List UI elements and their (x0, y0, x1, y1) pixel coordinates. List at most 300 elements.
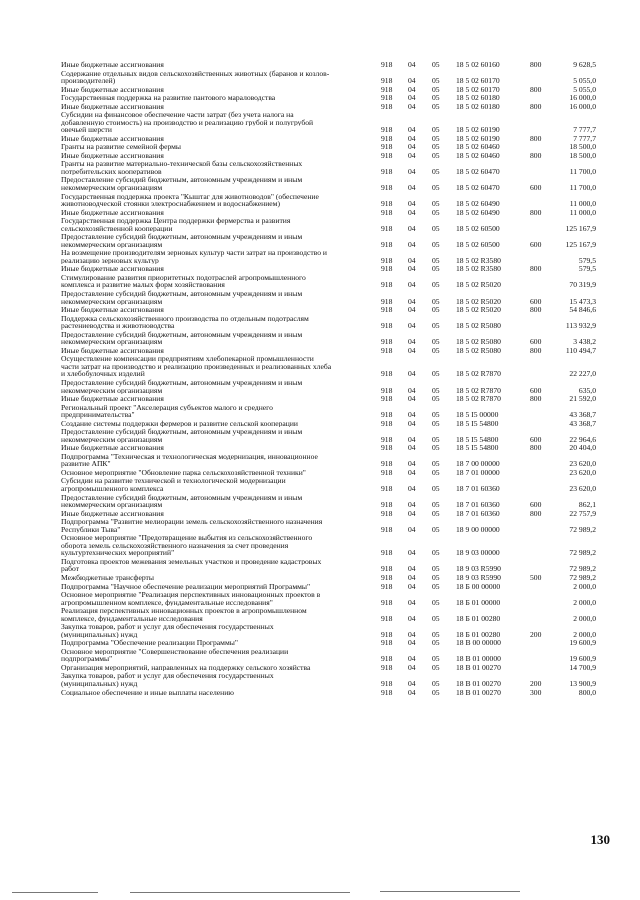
amount-cell: 43 368,7 (569, 410, 596, 420)
table-row (0, 518, 640, 533)
target-code-cell: 18 9 00 00000 (456, 524, 500, 534)
expense-type-cell: 600 (530, 296, 542, 306)
target-code-cell: 18 5 I5 00000 (456, 410, 499, 420)
row-description (61, 477, 373, 492)
expense-type-cell: 800 (530, 305, 542, 315)
amount-cell: 23 620,0 (569, 459, 596, 469)
row-description (61, 315, 373, 330)
target-code-cell: 18 Б 01 00280 (456, 629, 501, 639)
amount-cell: 5 055,0 (573, 84, 596, 94)
expense-type-cell: 600 (530, 239, 542, 249)
table-row (0, 444, 640, 452)
target-code-cell: 18 5 02 R5020 (456, 296, 501, 306)
row-description-line: предпринимательства" (61, 411, 135, 419)
section-cell: 04 (408, 613, 416, 623)
subsection-cell: 05 (432, 321, 440, 331)
amount-cell: 2 000,0 (573, 597, 596, 607)
subsection-cell: 05 (432, 84, 440, 94)
amount-cell: 72 989,2 (569, 524, 596, 534)
row-description-line: Иные бюджетные ассигнования (61, 306, 164, 314)
row-description (61, 469, 373, 477)
subsection-cell: 05 (432, 629, 440, 639)
grbs-cell: 918 (381, 142, 393, 152)
expense-type-cell: 800 (530, 150, 542, 160)
section-cell: 04 (408, 597, 416, 607)
subsection-cell: 05 (432, 573, 440, 582)
section-cell: 04 (408, 76, 416, 86)
row-description-line: Предоставление субсидий бюджетным, автономным учреждениям и иным (61, 428, 303, 436)
row-description (61, 160, 373, 175)
subsection-cell: 05 (432, 385, 440, 395)
row-description (61, 176, 373, 191)
expense-type-cell: 800 (530, 133, 542, 143)
amount-cell: 72 989,2 (569, 573, 596, 582)
grbs-cell: 918 (381, 597, 393, 607)
section-cell: 04 (408, 629, 416, 639)
row-description-line: сельскохозяйственной кооперации (61, 224, 173, 233)
table-row (0, 160, 640, 175)
grbs-cell: 918 (381, 394, 393, 404)
subsection-cell: 05 (432, 434, 440, 444)
target-code-cell: 18 Б 01 00280 (456, 613, 501, 623)
section-cell: 04 (408, 573, 416, 582)
subsection-cell: 05 (432, 483, 440, 493)
target-code-cell: 18 В 01 00270 (456, 662, 501, 672)
amount-cell: 54 846,6 (569, 305, 596, 315)
table-row (0, 672, 640, 687)
section-cell: 04 (408, 93, 416, 103)
target-code-cell: 18 9 03 R5990 (456, 573, 501, 582)
table-row (0, 94, 640, 102)
target-code-cell: 18 5 02 60460 (456, 150, 500, 160)
table-row (0, 306, 640, 314)
section-cell: 04 (408, 524, 416, 534)
subsection-cell: 05 (432, 654, 440, 664)
row-description (61, 111, 373, 134)
row-description-line: Иные бюджетные ассигнования (61, 151, 164, 160)
row-description-line: производителей) (61, 77, 116, 85)
subsection-cell: 05 (432, 500, 440, 510)
row-description-line: Социальное обеспечение и иные выплаты населению (61, 688, 234, 697)
table-row (0, 61, 640, 69)
amount-cell: 5 055,0 (573, 76, 596, 86)
amount-cell: 635,0 (578, 385, 596, 395)
row-description-line: Подпрограмма "Обеспечение реализации Программы" (61, 639, 238, 647)
expense-type-cell: 800 (530, 84, 542, 94)
amount-cell: 19 600,9 (569, 654, 596, 664)
subsection-cell: 05 (432, 638, 440, 648)
grbs-cell: 918 (381, 687, 393, 697)
table-row (0, 404, 640, 419)
target-code-cell: 18 5 I5 54800 (456, 443, 499, 453)
subsection-cell: 05 (432, 459, 440, 469)
table-row (0, 395, 640, 403)
row-description (61, 143, 373, 151)
target-code-cell: 18 В 00 00000 (456, 638, 501, 648)
amount-cell: 18 500,0 (569, 142, 596, 152)
row-description-line: Основное мероприятие "Предотвращение выбытия из сельскохозяйственного (61, 534, 313, 542)
subsection-cell: 05 (432, 581, 440, 591)
amount-cell: 72 989,2 (569, 548, 596, 558)
row-description (61, 494, 373, 509)
row-description (61, 274, 373, 289)
subsection-cell: 05 (432, 93, 440, 103)
grbs-cell: 918 (381, 60, 393, 69)
grbs-cell: 918 (381, 434, 393, 444)
amount-cell: 23 620,0 (569, 467, 596, 477)
target-code-cell: 18 5 02 R5080 (456, 321, 501, 331)
expense-type-cell: 800 (530, 345, 542, 355)
expense-type-cell: 800 (530, 264, 542, 274)
grbs-cell: 918 (381, 321, 393, 331)
row-description-line: развитие АПК" (61, 460, 111, 468)
row-description (61, 583, 373, 591)
row-description-line: (муниципальных) нужд (61, 679, 138, 688)
target-code-cell: 18 5 02 60180 (456, 101, 500, 111)
row-description-line: Закупка товаров, работ и услуг для обеспечения государственных (61, 623, 274, 631)
row-description-line: потребительских кооперативов (61, 167, 162, 176)
section-cell: 04 (408, 321, 416, 331)
row-description (61, 444, 373, 452)
amount-cell: 22 757,9 (569, 508, 596, 518)
row-description-line: части затрат на производство и реализацию произведенных и реализованных хлеба (61, 362, 332, 371)
grbs-cell: 918 (381, 125, 393, 135)
section-cell: 04 (408, 337, 416, 347)
target-code-cell: 18 5 02 60500 (456, 239, 500, 249)
grbs-cell: 918 (381, 296, 393, 306)
section-cell: 04 (408, 443, 416, 453)
row-description-line: оборота земель сельскохозяйственного назначения за счет проведения (61, 541, 289, 550)
row-description (61, 379, 373, 394)
amount-cell: 125 167,9 (565, 239, 596, 249)
section-cell: 04 (408, 239, 416, 249)
grbs-cell: 918 (381, 264, 393, 274)
row-description-line: Иные бюджетные ассигнования (61, 134, 164, 143)
expense-type-cell: 600 (530, 337, 542, 347)
row-description-line: некоммерческим организациям (61, 435, 163, 444)
amount-cell: 3 438,2 (573, 337, 596, 347)
row-description-line: Государственная поддержка Центра поддержки фермерства и развития (61, 217, 291, 225)
section-cell: 04 (408, 500, 416, 510)
row-description-line: Региональный проект "Акселерация субъектов малого и среднего (61, 403, 273, 412)
section-cell: 04 (408, 369, 416, 379)
target-code-cell: 18 5 02 R5080 (456, 337, 501, 347)
amount-cell: 2 000,0 (573, 613, 596, 623)
subsection-cell: 05 (432, 264, 440, 274)
grbs-cell: 918 (381, 84, 393, 94)
row-description (61, 103, 373, 111)
scan-artifact-line (130, 892, 350, 893)
grbs-cell: 918 (381, 239, 393, 249)
table-row (0, 290, 640, 305)
grbs-cell: 918 (381, 385, 393, 395)
row-description (61, 233, 373, 248)
table-row (0, 420, 640, 428)
row-description-line: Подпрограмма "Техническая и технологическая модернизация, инновационное (61, 452, 318, 461)
table-row (0, 607, 640, 622)
row-description (61, 209, 373, 217)
target-code-cell: 18 5 02 60190 (456, 133, 500, 143)
target-code-cell: 18 5 02 R7870 (456, 394, 501, 404)
target-code-cell: 18 5 02 60470 (456, 182, 500, 192)
subsection-cell: 05 (432, 369, 440, 379)
grbs-cell: 918 (381, 101, 393, 111)
section-cell: 04 (408, 581, 416, 591)
table-row (0, 355, 640, 378)
subsection-cell: 05 (432, 443, 440, 453)
row-description-line: Гранты на развитие семейной фермы (61, 143, 182, 151)
row-description-line: и хлебобулочных изделий (61, 370, 145, 379)
section-cell: 04 (408, 467, 416, 477)
expense-type-cell: 300 (530, 687, 542, 697)
row-description-line: добавленную стоимость) на производство и реализацию грубой и полугрубой (61, 118, 314, 127)
grbs-cell: 918 (381, 678, 393, 688)
row-description-line: некоммерческим организациям (61, 240, 163, 249)
row-description (61, 347, 373, 355)
subsection-cell: 05 (432, 150, 440, 160)
expense-type-cell: 200 (530, 629, 542, 639)
table-row (0, 494, 640, 509)
amount-cell: 72 989,2 (569, 564, 596, 574)
table-row (0, 428, 640, 443)
row-description-line: работ (61, 565, 80, 574)
expense-type-cell: 800 (530, 101, 542, 111)
row-description (61, 558, 373, 573)
amount-cell: 23 620,0 (569, 483, 596, 493)
table-row (0, 193, 640, 208)
row-description (61, 664, 373, 672)
amount-cell: 21 592,0 (569, 394, 596, 404)
target-code-cell: 18 5 02 R5020 (456, 280, 501, 290)
table-row (0, 347, 640, 355)
row-description-line: Республики Тыва" (61, 525, 121, 534)
subsection-cell: 05 (432, 418, 440, 428)
table-row (0, 143, 640, 151)
target-code-cell: 18 9 03 00000 (456, 548, 500, 558)
grbs-cell: 918 (381, 443, 393, 453)
target-code-cell: 18 5 I5 54800 (456, 434, 499, 444)
section-cell: 04 (408, 207, 416, 217)
subsection-cell: 05 (432, 467, 440, 477)
row-description-line: Иные бюджетные ассигнования (61, 208, 164, 217)
subsection-cell: 05 (432, 255, 440, 265)
subsection-cell: 05 (432, 508, 440, 518)
table-row (0, 453, 640, 468)
row-description-line: Стимулирование развития приоритетных подотраслей агропромышленного (61, 273, 306, 282)
section-cell: 04 (408, 662, 416, 672)
row-description-line: Осуществление компенсации предприятиям хлебопекарной промышленности (61, 355, 314, 363)
row-description-line: комплексе, фундаментальные исследования (61, 614, 203, 623)
row-description (61, 510, 373, 518)
section-cell: 04 (408, 459, 416, 469)
subsection-cell: 05 (432, 166, 440, 176)
section-cell: 04 (408, 508, 416, 518)
amount-cell: 7 777,7 (573, 125, 596, 135)
grbs-cell: 918 (381, 255, 393, 265)
row-description-line: Закупка товаров, работ и услуг для обеспечения государственных (61, 672, 274, 680)
target-code-cell: 18 5 02 R3580 (456, 255, 501, 265)
subsection-cell: 05 (432, 678, 440, 688)
row-description-line: На возмещение производителям зерновых культур части затрат на производство и (61, 249, 327, 257)
table-row (0, 591, 640, 606)
row-description-line: агропромышленном комплексе, фундаментальные исследования" (61, 598, 273, 607)
grbs-cell: 918 (381, 629, 393, 639)
scan-artifact-line (12, 892, 98, 893)
amount-cell: 2 000,0 (573, 581, 596, 591)
grbs-cell: 918 (381, 564, 393, 574)
expense-type-cell: 800 (530, 394, 542, 404)
target-code-cell: 18 5 02 60170 (456, 84, 500, 94)
target-code-cell: 18 5 02 R7870 (456, 369, 501, 379)
row-description (61, 70, 373, 85)
target-code-cell: 18 5 02 60160 (456, 60, 500, 69)
section-cell: 04 (408, 638, 416, 648)
subsection-cell: 05 (432, 305, 440, 315)
row-description (61, 534, 373, 557)
table-row (0, 86, 640, 94)
subsection-cell: 05 (432, 223, 440, 233)
grbs-cell: 918 (381, 133, 393, 143)
target-code-cell: 18 5 02 R3580 (456, 264, 501, 274)
target-code-cell: 18 В 01 00270 (456, 687, 501, 697)
section-cell: 04 (408, 296, 416, 306)
grbs-cell: 918 (381, 345, 393, 355)
target-code-cell: 18 7 00 00000 (456, 459, 500, 469)
row-description (61, 217, 373, 232)
grbs-cell: 918 (381, 76, 393, 86)
grbs-cell: 918 (381, 638, 393, 648)
table-row (0, 469, 640, 477)
section-cell: 04 (408, 418, 416, 428)
table-row (0, 623, 640, 638)
grbs-cell: 918 (381, 369, 393, 379)
table-row (0, 103, 640, 111)
row-description (61, 574, 373, 582)
row-description-line: Реализация перспективных инновационных проектов в агропромышленном (61, 607, 307, 615)
amount-cell: 19 600,9 (569, 638, 596, 648)
row-description-line: Иные бюджетные ассигнования (61, 265, 164, 273)
subsection-cell: 05 (432, 345, 440, 355)
row-description-line: Основное мероприятие "Обновление парка сельскохозяйственной техники" (61, 468, 306, 477)
row-description-line: Организация мероприятий, направленных на поддержку сельского хозяйства (61, 663, 311, 672)
amount-cell: 18 500,0 (569, 150, 596, 160)
grbs-cell: 918 (381, 581, 393, 591)
table-row (0, 233, 640, 248)
subsection-cell: 05 (432, 524, 440, 534)
grbs-cell: 918 (381, 150, 393, 160)
table-row (0, 639, 640, 647)
row-description-line: культуртехнических мероприятий" (61, 549, 175, 557)
section-cell: 04 (408, 564, 416, 574)
expense-type-cell: 500 (530, 573, 542, 582)
grbs-cell: 918 (381, 548, 393, 558)
target-code-cell: 18 5 02 R7870 (456, 385, 501, 395)
target-code-cell: 18 5 02 R5020 (456, 305, 501, 315)
row-description-line: (муниципальных) нужд (61, 630, 138, 639)
expense-type-cell: 800 (530, 443, 542, 453)
grbs-cell: 918 (381, 459, 393, 469)
grbs-cell: 918 (381, 410, 393, 420)
expense-type-cell: 600 (530, 182, 542, 192)
row-description (61, 428, 373, 443)
row-description-line: Предоставление субсидий бюджетным, автономным учреждениям и иным (61, 176, 303, 184)
row-description (61, 420, 373, 428)
row-description-line: Субсидии на финансовое обеспечение части затрат (без учета налога на (61, 111, 294, 119)
grbs-cell: 918 (381, 280, 393, 290)
section-cell: 04 (408, 264, 416, 274)
section-cell: 04 (408, 125, 416, 135)
section-cell: 04 (408, 434, 416, 444)
row-description (61, 404, 373, 419)
grbs-cell: 918 (381, 418, 393, 428)
row-description (61, 61, 373, 69)
section-cell: 04 (408, 133, 416, 143)
row-description-line: Государственная поддержка на развитие пантового мараловодства (61, 94, 276, 102)
row-description-line: некоммерческим организациям (61, 297, 163, 306)
row-description (61, 672, 373, 687)
target-code-cell: 18 5 02 60190 (456, 125, 500, 135)
table-row (0, 217, 640, 232)
grbs-cell: 918 (381, 223, 393, 233)
amount-cell: 125 167,9 (565, 223, 596, 233)
row-description-line: Гранты на развитие материально-технической базы сельскохозяйственных (61, 160, 303, 168)
amount-cell: 16 000,0 (569, 101, 596, 111)
section-cell: 04 (408, 142, 416, 152)
subsection-cell: 05 (432, 280, 440, 290)
section-cell: 04 (408, 166, 416, 176)
section-cell: 04 (408, 483, 416, 493)
grbs-cell: 918 (381, 508, 393, 518)
row-description-line: Поддержка сельскохозяйственного производства по отдельным подотраслям (61, 314, 309, 323)
grbs-cell: 918 (381, 207, 393, 217)
section-cell: 04 (408, 410, 416, 420)
amount-cell: 13 900,9 (569, 678, 596, 688)
row-description (61, 623, 373, 638)
row-description (61, 518, 373, 533)
grbs-cell: 918 (381, 182, 393, 192)
row-description (61, 152, 373, 160)
table-row (0, 274, 640, 289)
amount-cell: 14 700,9 (569, 662, 596, 672)
table-row (0, 331, 640, 346)
row-description-line: Предоставление субсидий бюджетным, автономным учреждениям и иным (61, 330, 303, 339)
amount-cell: 579,5 (578, 264, 596, 274)
row-description (61, 94, 373, 102)
expense-type-cell: 200 (530, 678, 542, 688)
subsection-cell: 05 (432, 133, 440, 143)
section-cell: 04 (408, 548, 416, 558)
row-description-line: овечьей шерсти (61, 126, 112, 134)
row-description-line: Предоставление субсидий бюджетным, автономным учреждениям и иным (61, 379, 303, 387)
section-cell: 04 (408, 255, 416, 265)
target-code-cell: 18 В 01 00000 (456, 654, 501, 664)
amount-cell: 11 700,0 (569, 166, 596, 176)
table-row (0, 176, 640, 191)
amount-cell: 7 777,7 (573, 133, 596, 143)
section-cell: 04 (408, 84, 416, 94)
expense-type-cell: 600 (530, 385, 542, 395)
row-description-line: некоммерческим организациям (61, 501, 163, 509)
amount-cell: 800,0 (578, 687, 596, 697)
row-description (61, 265, 373, 273)
table-row (0, 510, 640, 518)
table-row (0, 315, 640, 330)
target-code-cell: 18 5 I5 54800 (456, 418, 499, 428)
row-description-line: Государственная поддержка проекта "Кыштаг для животноводов" (обеспечение (61, 192, 319, 201)
subsection-cell: 05 (432, 101, 440, 111)
table-row (0, 209, 640, 217)
table-row (0, 558, 640, 573)
